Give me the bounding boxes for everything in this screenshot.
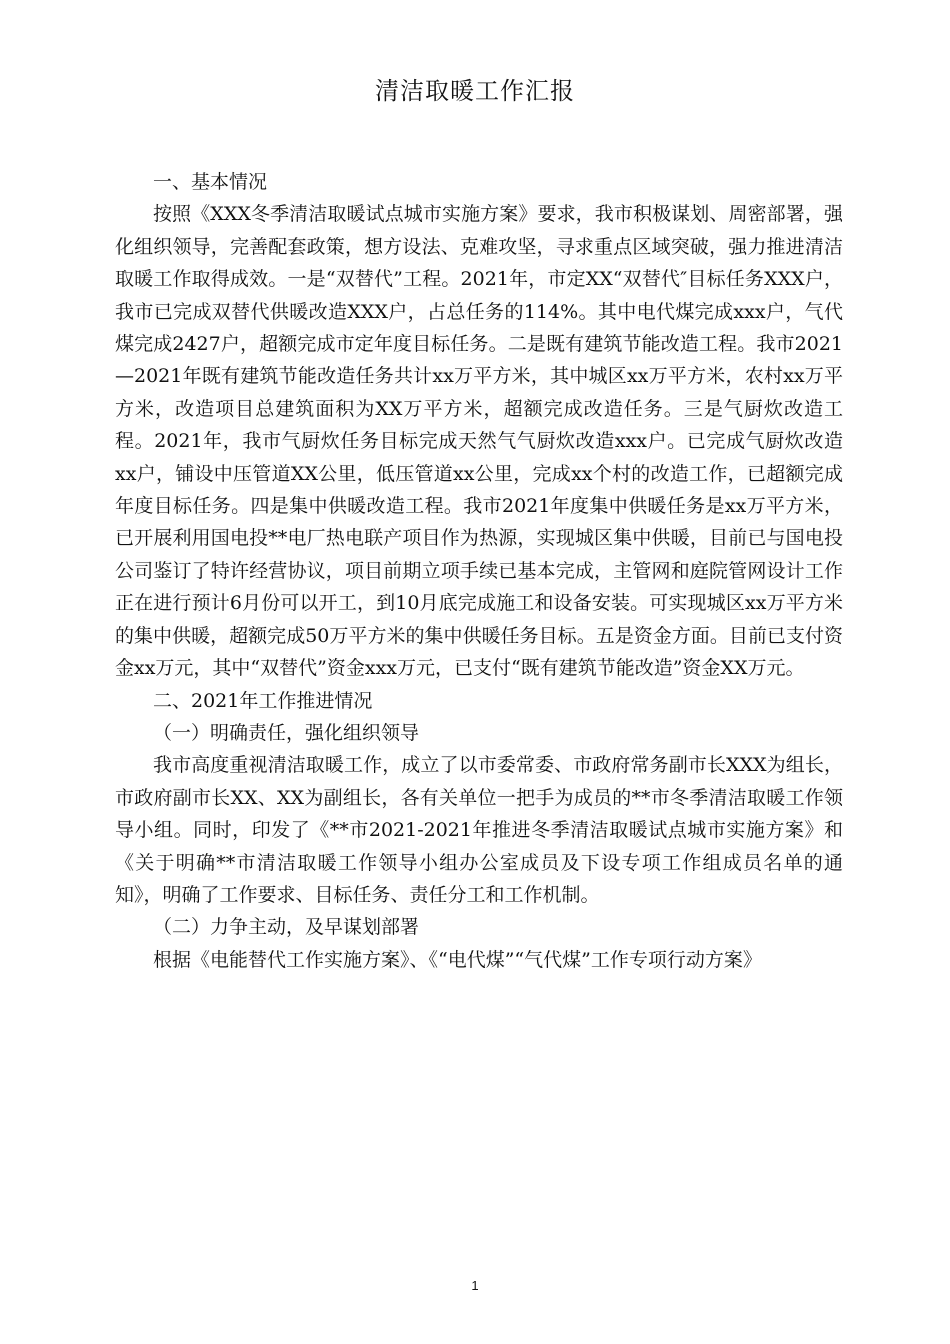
paragraph-early-planning: 根据《电能替代工作实施方案》、《“电代煤”“气代煤”工作专项行动方案》 bbox=[153, 948, 762, 971]
document-title: 清洁取暖工作汇报 bbox=[375, 77, 575, 105]
section-heading-work-progress: 二、2021年工作推进情况 bbox=[153, 689, 373, 712]
subsection-heading-clarify-responsibility: （一）明确责任，强化组织领导 bbox=[153, 721, 420, 744]
subsection-heading-early-planning: （二）力争主动，及早谋划部署 bbox=[153, 916, 420, 939]
paragraph-clarify-responsibility: 我市高度重视清洁取暖工作，成立了以市委常委、市政府常务副市长XXX为组长，市政府副市长XX、XX为副组长，各有关单位一把手为成员的**市冬季清洁取暖工作领导小组。同时，印发了《**市2021-2021年推进冬季清洁取暖试点城市实施方案》和《关于明确**市清洁取暖工作领导小组办公室成员及下设专项工作组成员名单的通知》，明确了工作要求、目标任务、责任分工和工作机制。 bbox=[115, 754, 843, 906]
document-body bbox=[115, 166, 843, 976]
paragraph-basic-situation: 按照《XXX冬季清洁取暖试点城市实施方案》要求，我市积极谋划、周密部署，强化组织领导，完善配套政策，想方设法、克难攻坚，寻求重点区域突破，强力推进清洁取暖工作取得成效。一是“双替代”工程。2021年，市定XX“双替代″目标任务XXX户，我市已完成双替代供暖改造XXX户，占总任务的114%。其中电代煤完成xxx户，气代煤完成2427户，超额完成市定年度目标任务。二是既有建筑节能改造工程。我市2021—2021年既有建筑节能改造任务共计xx万平方米，其中城区xx万平方米，农村xx万平方米，改造项目总建筑面积为XX万平方米，超额完成改造任务。三是气厨炊改造工程。2021年，我市气厨炊任务目标完成天然气气厨炊改造xxx户。已完成气厨炊改造xx户，铺设中压管道XX公里，低压管道xx公里，完成xx个村的改造工作，已超额完成年度目标任务。四是集中供暖改造工程。我市2021年度集中供暖任务是xx万平方米，已开展利用国电投**电厂热电联产项目作为热源，实现城区集中供暖，目前已与国电投公司鉴订了特许经营协议，项目前期立项手续已基本完成，主管网和庭院管网设计工作正在进行预计6月份可以开工，到10月底完成施工和设备安装。可实现城区xx万平方米的集中供暖，超额完成50万平方米的集中供暖任务目标。五是资金方面。目前已支付资金xx万元，其中“双替代”资金xxx万元，已支付“既有建筑节能改造”资金XX万元。 bbox=[115, 203, 843, 680]
section-heading-basic-situation: 一、基本情况 bbox=[153, 171, 268, 193]
page-number: 1 bbox=[471, 1278, 479, 1293]
